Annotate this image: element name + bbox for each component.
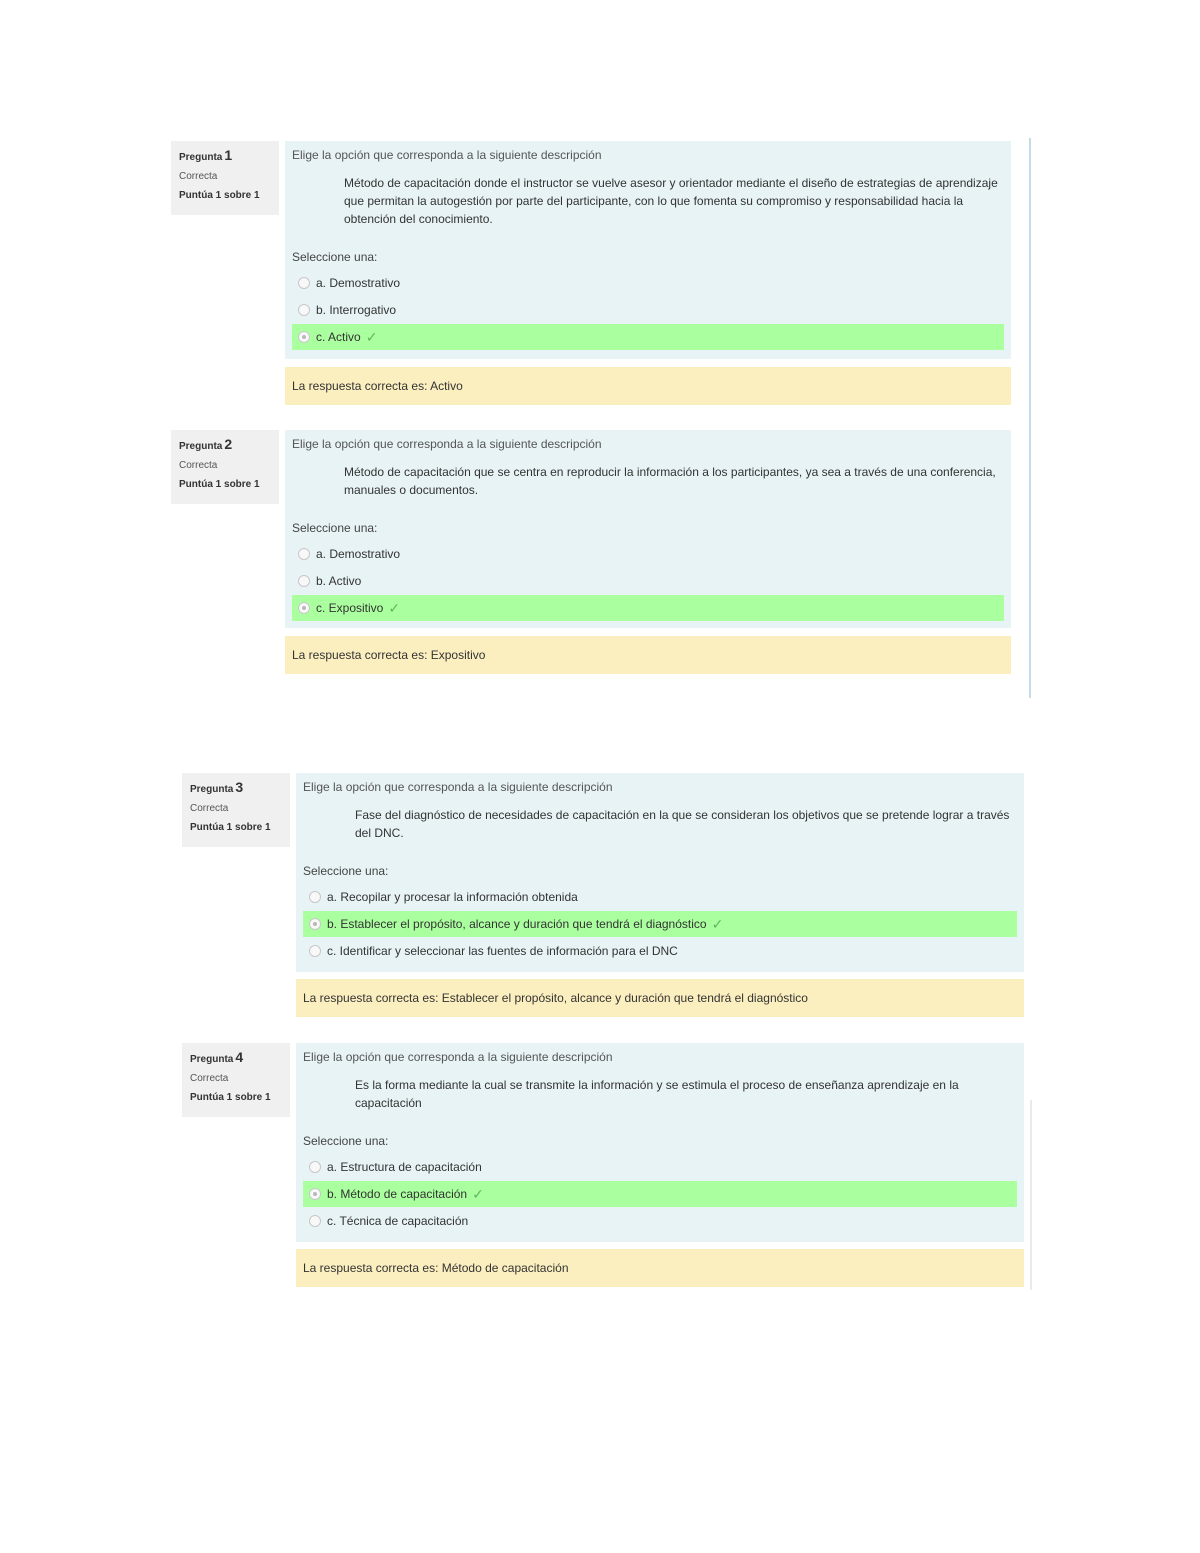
question-description: Es la forma mediante la cual se transmite la información y se estimula el proceso de enseñanza aprendizaje en la capacitación bbox=[355, 1078, 959, 1110]
option-label: a. Recopilar y procesar la información obtenida bbox=[327, 890, 578, 904]
radio-button[interactable] bbox=[298, 602, 310, 614]
answer-option-a[interactable] bbox=[292, 270, 1004, 296]
select-one-label: Seleccione una: bbox=[292, 521, 378, 535]
select-one-label: Seleccione una: bbox=[292, 250, 378, 264]
radio-button[interactable] bbox=[309, 1161, 321, 1173]
option-label: a. Estructura de capacitación bbox=[327, 1160, 482, 1174]
answer-option-c[interactable] bbox=[303, 1208, 1017, 1234]
answer-option-b[interactable] bbox=[303, 1181, 1017, 1207]
checkmark-icon: ✓ bbox=[472, 1186, 484, 1202]
radio-button[interactable] bbox=[298, 575, 310, 587]
answer-option-a[interactable] bbox=[292, 541, 1004, 567]
question-formulation bbox=[296, 1043, 1024, 1242]
question-label: Pregunta bbox=[179, 441, 223, 452]
question-description: Fase del diagnóstico de necesidades de capacitación en la que se consideran los objetivos que se pretende lograr a través del DNC. bbox=[355, 808, 1010, 840]
question-info bbox=[182, 1043, 290, 1117]
option-label: a. Demostrativo bbox=[316, 547, 401, 561]
question-number: 3 bbox=[235, 779, 244, 795]
question-state: Correcta bbox=[179, 460, 218, 471]
page-divider-line bbox=[1029, 138, 1031, 698]
answer-option-b[interactable] bbox=[292, 568, 1004, 594]
option-label: b. Método de capacitación bbox=[327, 1187, 468, 1201]
option-label: b. Interrogativo bbox=[316, 303, 397, 317]
question-number: 4 bbox=[235, 1049, 244, 1065]
radio-button[interactable] bbox=[298, 331, 310, 343]
option-label: c. Identificar y seleccionar las fuentes de información para el DNC bbox=[327, 944, 678, 958]
answer-option-b[interactable] bbox=[292, 297, 1004, 323]
checkmark-icon: ✓ bbox=[711, 916, 724, 932]
radio-button[interactable] bbox=[298, 548, 310, 560]
question-formulation bbox=[296, 773, 1024, 972]
option-label: b. Activo bbox=[316, 574, 362, 588]
option-label: c. Técnica de capacitación bbox=[327, 1214, 469, 1228]
question-label: Pregunta bbox=[190, 784, 234, 795]
option-label: b. Establecer el propósito, alcance y duración que tendrá el diagnóstico bbox=[327, 917, 707, 931]
option-label: c. Activo bbox=[316, 330, 361, 344]
correct-answer-feedback: La respuesta correcta es: Expositivo bbox=[285, 636, 1011, 674]
page-divider-line bbox=[1030, 1100, 1032, 1290]
question-number: 2 bbox=[224, 436, 233, 452]
option-label: c. Expositivo bbox=[316, 601, 384, 615]
question-label: Pregunta bbox=[190, 1054, 234, 1065]
radio-button[interactable] bbox=[309, 918, 321, 930]
radio-button[interactable] bbox=[309, 1215, 321, 1227]
question-formulation bbox=[285, 141, 1011, 359]
question-info bbox=[171, 141, 279, 215]
question-grade: Puntúa 1 sobre 1 bbox=[190, 1092, 271, 1103]
radio-button[interactable] bbox=[309, 945, 321, 957]
question-number: 1 bbox=[224, 147, 233, 163]
correct-answer-feedback: La respuesta correcta es: Activo bbox=[285, 367, 1011, 405]
answer-option-c[interactable] bbox=[303, 938, 1017, 964]
question-grade: Puntúa 1 sobre 1 bbox=[179, 479, 260, 490]
correct-answer-feedback: La respuesta correcta es: Establecer el propósito, alcance y duración que tendrá el diagnóstico bbox=[296, 979, 1024, 1017]
question-state: Correcta bbox=[190, 803, 229, 814]
question-grade: Puntúa 1 sobre 1 bbox=[190, 822, 271, 833]
answer-option-b[interactable] bbox=[303, 911, 1017, 937]
question-state: Correcta bbox=[179, 171, 218, 182]
question-prompt: Elige la opción que corresponda a la siguiente descripción bbox=[303, 780, 613, 794]
question-grade: Puntúa 1 sobre 1 bbox=[179, 190, 260, 201]
answer-option-c[interactable] bbox=[292, 595, 1004, 621]
question-prompt: Elige la opción que corresponda a la siguiente descripción bbox=[292, 437, 602, 451]
question-description: Método de capacitación donde el instructor se vuelve asesor y orientador mediante el diseño de estrategias de aprendizaje que permitan la autogestión por parte del participante, con lo que fomenta su compromiso y responsabilidad hacia la obtención del conocimiento. bbox=[344, 176, 998, 226]
select-one-label: Seleccione una: bbox=[303, 1134, 389, 1148]
radio-button[interactable] bbox=[309, 1188, 321, 1200]
radio-button[interactable] bbox=[298, 277, 310, 289]
question-description: Método de capacitación que se centra en reproducir la información a los participantes, ya sea a través de una conferencia, manuales o documentos. bbox=[344, 465, 996, 497]
answer-option-a[interactable] bbox=[303, 1154, 1017, 1180]
question-label: Pregunta bbox=[179, 152, 223, 163]
select-one-label: Seleccione una: bbox=[303, 864, 389, 878]
correct-answer-feedback: La respuesta correcta es: Método de capacitación bbox=[296, 1249, 1024, 1287]
question-prompt: Elige la opción que corresponda a la siguiente descripción bbox=[292, 148, 602, 162]
question-state: Correcta bbox=[190, 1073, 229, 1084]
question-formulation bbox=[285, 430, 1011, 628]
checkmark-icon: ✓ bbox=[388, 600, 401, 616]
question-prompt: Elige la opción que corresponda a la siguiente descripción bbox=[303, 1050, 613, 1064]
answer-option-a[interactable] bbox=[303, 884, 1017, 910]
radio-button[interactable] bbox=[309, 891, 321, 903]
checkmark-icon: ✓ bbox=[365, 329, 378, 345]
option-label: a. Demostrativo bbox=[316, 276, 401, 290]
radio-button[interactable] bbox=[298, 304, 310, 316]
answer-option-c[interactable] bbox=[292, 324, 1004, 350]
question-info bbox=[182, 773, 290, 847]
question-info bbox=[171, 430, 279, 504]
